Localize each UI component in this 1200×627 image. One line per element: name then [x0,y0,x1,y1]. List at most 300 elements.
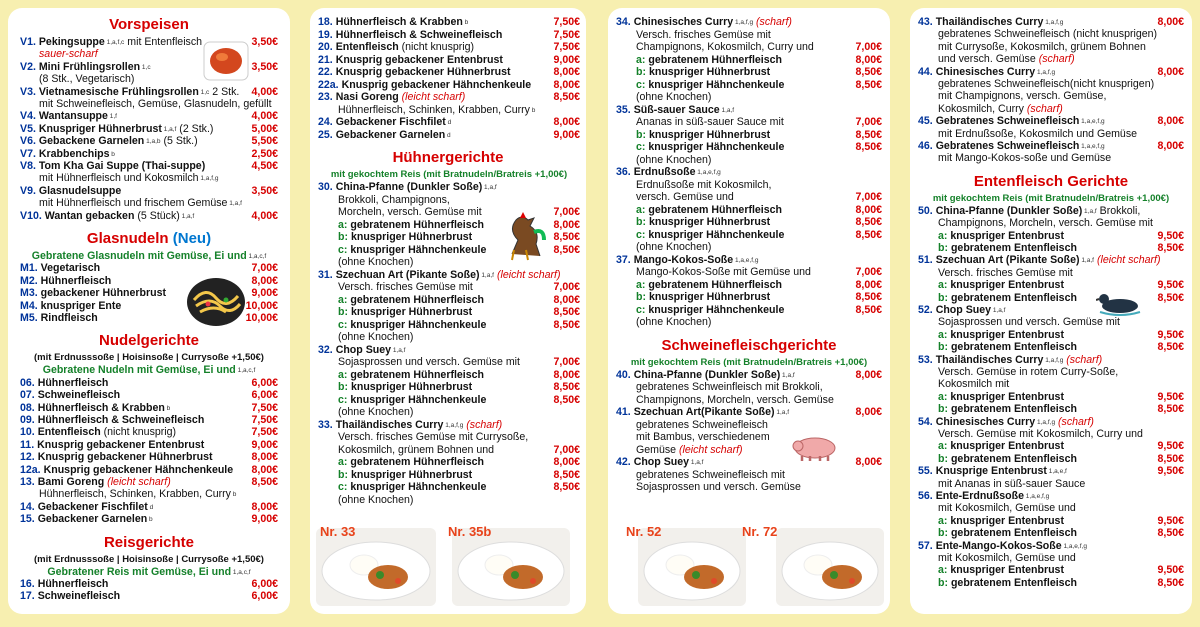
menu-line-text [20,210,194,224]
item-name: Süß-sauer Sauce [633,103,720,116]
price: 9,50€ [1157,564,1184,577]
item-number: 10. [20,426,35,439]
photo-label: Nr. 52 [626,524,662,539]
item-description: gebratenes Schweinefleisch mit [636,468,785,481]
menu-line-text [938,103,1063,116]
item-number: V10. [20,209,42,222]
item-name: Mango-Kokos-Soße [633,253,734,266]
option-letter: a: [636,203,646,216]
item-description: Hühnerfleisch, Schinken, Krabben, Curry [39,488,231,501]
item-name: Thailändisches Curry [935,353,1044,366]
section-heading-text: Reisgerichte [103,533,195,551]
price: 7,00€ [855,266,882,278]
menu-line-text [938,292,1077,305]
price: 8,00€ [251,274,278,287]
item-number: 51. [918,254,933,267]
item-description: Hühnerfleisch, Schinken, Krabben, Curry [338,103,530,116]
item-description: (ohne Knochen) [636,91,712,103]
item-description: Morcheln, versch. Gemüse mit [338,206,482,218]
item-number: 52. [918,304,933,316]
item-name: Ente-Mango-Kokos-Soße [935,539,1062,552]
menu-line-text [318,91,465,104]
section-subheading: Gebratene Glasnudeln mit Gemüse, Ei und [31,250,247,262]
item-number: 42. [616,456,631,468]
menu-line-text [20,476,171,489]
pig-icon [790,432,840,462]
menu-line-text [338,206,482,219]
menu-line-text [636,79,784,92]
item-number: 24. [318,116,333,128]
option-name: gebratenem Entenfleisch [950,242,1077,254]
price: 8,50€ [855,78,882,91]
menu-line-text [338,256,413,269]
allergen-code: 1,a,c,f [231,568,251,576]
item-name: Hühnerfleisch [40,274,112,287]
item-description: Champignons, Morcheln, versch. Gemüse mit [938,217,1153,230]
plate-photo [452,528,570,606]
allergen-code: 1,a,e,f [1046,468,1067,476]
item-note: 2 Stk. [212,85,240,98]
item-description: mit Bambus, verschiedenem [636,431,770,443]
menu-column-2 [310,8,586,614]
option-name: knuspriger Entenbrust [950,390,1064,403]
item-number: 16. [20,578,35,590]
price: 5,00€ [251,122,278,135]
plate-photo [638,528,746,606]
item-number: M2. [20,274,38,287]
menu-line-text [636,66,770,79]
allergen-code: 1,a,f,g [198,175,219,183]
price: 8,00€ [855,203,882,216]
menu-line-text [938,428,1143,441]
item-number: 43. [918,16,933,28]
item-number: 18. [318,16,333,28]
item-number: 14. [20,500,35,513]
option-name: gebratenem Entenfleisch [950,576,1077,589]
menu-line-text [938,267,1073,280]
item-number: 12a. [20,463,41,476]
menu-line-text [338,331,413,344]
option-name: gebratenem Hühnerfleisch [350,456,485,468]
item-name: Knusprig gebackener Entenbrust [335,53,503,66]
menu-line-text [938,552,1076,565]
section-subheading: mit gekochtem Reis (mit Bratnudeln/Bratreis +1,00€) [630,356,868,368]
item-description: Kokosmilch mit [938,378,1010,391]
item-note: (5 Stk.) [163,135,198,148]
section-heading-text: Nudelgerichte [98,332,200,350]
section-heading-text: Hühnergerichte [392,149,504,166]
allergen-code: b [230,491,237,499]
menu-line-text [636,481,801,494]
item-note: mit Entenfleisch [127,36,203,48]
option-letter: c: [636,303,646,316]
allergen-code: 1,a,f,g [733,19,754,26]
item-name: Rindfleisch [40,312,98,324]
item-description: (ohne Knochen) [636,153,712,166]
menu-line-text [338,381,472,394]
section-subheading: (mit Erdnusssoße | Hoisinsoße | Currysoße +1,50€) [34,553,264,565]
menu-line-text [338,219,484,232]
item-number: 53. [918,353,933,366]
option-letter: a: [338,456,348,468]
allergen-code: 1,a,f,g [443,421,464,429]
rooster-icon [500,210,546,262]
item-description: Versch. frisches Gemüse mit [938,266,1073,279]
price: 2,50€ [251,147,278,160]
item-name: Thailändisches Curry [935,16,1044,28]
menu-line-text [938,279,1064,292]
menu-line-text [318,129,451,143]
item-number: 35. [616,103,631,116]
item-description: mit Kokosmilch, Gemüse und [938,502,1076,515]
price: 7,00€ [251,262,278,275]
price: 4,00€ [251,209,278,222]
menu-line-text [318,54,503,67]
option-name: knuspriger Hühnerbrust [350,381,473,393]
option-name: knuspriger Hähnchenkeule [648,303,785,316]
item-name: Wantan gebacken [44,209,135,222]
price: 10,00€ [245,299,278,312]
price: 8,50€ [1157,291,1184,304]
item-description: und versch. Gemüse [938,53,1036,66]
option-name: gebratenem Hühnerfleisch [350,218,485,231]
item-number: 22. [318,66,333,78]
item-number: 19. [318,28,333,41]
item-number: 21. [318,53,333,66]
new-badge: (Neu) [172,230,212,247]
option-name: knuspriger Entenbrust [950,279,1064,292]
menu-line-text [636,304,784,317]
menu-line-text [20,590,120,603]
allergen-code: 1,a,e,f,g [1079,118,1105,126]
spicy-note: sauer-scharf [39,48,98,61]
menu-line-text [636,129,770,142]
item-number: 23. [318,91,333,103]
menu-line-text [39,98,272,111]
item-number: M3. [20,287,38,300]
option-name: knuspriger Hähnchenkeule [350,243,487,256]
option-letter: b: [338,231,348,243]
section-heading-text: Schweinefleischgerichte [661,336,837,354]
menu-line-text [318,29,502,42]
item-description: gebratenes Schweinefleisch(nicht knusprigen) [938,78,1155,90]
allergen-code: 1,a,f [780,371,795,379]
glass-noodles-dish-icon [186,276,246,328]
item-name: knuspriger Ente [40,299,122,312]
item-name: Hühnerfleisch & Krabben [37,401,165,414]
item-number: 37. [616,253,631,266]
option-letter: b: [338,381,348,393]
allergen-code: d [147,503,154,511]
menu-line-text [636,204,782,217]
item-name: Schweinefleisch [37,389,121,402]
item-description: mit Schweinefleisch, Gemüse, Glasnudeln, gefüllt [39,98,272,110]
menu-line-text [636,316,711,329]
menu-line-text [636,381,823,394]
menu-line-text [20,578,108,591]
item-note: (2 Stk.) [179,122,214,135]
menu-line-text [938,128,1137,141]
option-letter: a: [938,564,948,577]
item-number: 32. [318,343,333,356]
item-name: Gebackener Fischfilet [37,500,148,513]
menu-line-text [636,266,811,279]
option-letter: c: [636,228,646,241]
allergen-code: 1,a,f [179,212,195,220]
menu-line-text [636,279,782,292]
item-name: Gebackener Garnelen [335,128,446,141]
price: 9,50€ [1157,440,1184,453]
item-name: Hühnerfleisch [37,376,109,389]
menu-line-text [938,341,1077,354]
option-letter: a: [938,440,948,453]
price: 5,50€ [251,135,278,148]
menu-line-text [938,329,1064,342]
menu-line-text [938,316,1120,329]
item-name: Gebratenes Schweinefleisch [935,115,1080,128]
item-name: Erdnußsoße [633,166,696,178]
menu-line-text [338,319,486,332]
allergen-code: 1,a,f,g [1035,418,1056,426]
sauce-bowl-icon [202,38,250,82]
menu-line-text [938,577,1077,590]
allergen-code: 1,a,b [144,138,161,146]
item-number: 56. [918,490,933,502]
item-number: 57. [918,539,933,552]
allergen-code: b [147,516,153,524]
item-description: Sojasprossen und versch. Gemüse [636,481,801,493]
price: 9,00€ [553,128,580,141]
menu-line-text [636,431,770,444]
item-description: (ohne Knochen) [338,331,414,343]
menu-line-text [20,451,213,464]
menu-line-text [636,419,768,432]
item-description: Sojasprossen und versch. Gemüse mit [938,316,1120,329]
menu-line-text [636,154,711,167]
menu-line-text [636,29,771,42]
price: 9,50€ [1157,229,1184,242]
option-name: knuspriger Hähnchenkeule [350,481,487,493]
allergen-code: b [462,19,469,26]
item-description: mit Erdnußsoße, Kokosmilch und Gemüse [938,127,1138,140]
price: 8,00€ [553,78,580,91]
item-name: Glasnudelsuppe [38,184,122,197]
menu-line-text [636,179,771,192]
price: 7,00€ [553,206,580,218]
menu-line-text [20,464,233,477]
item-description: Champignons, Kokosmilch, Curry und [636,41,814,53]
allergen-code: 1,a,c,f [235,367,256,375]
item-description: Erdnußsoße mit Kokosmilch, [636,178,772,191]
menu-line-text [318,41,474,54]
menu-line-text [938,515,1064,528]
item-description: Kokosmilch, grünem Bohnen und [338,443,495,456]
menu-line-text [636,241,711,254]
item-number: 54. [918,415,933,428]
price: 8,00€ [553,368,580,381]
item-description: Ananas in süß-sauer Sauce mit [636,116,784,128]
option-letter: b: [938,403,948,416]
allergen-code: 1,f [107,113,117,121]
item-description: Kokosmilch, Curry [938,102,1024,115]
option-letter: b: [938,291,948,304]
item-name: Schweinefleisch [37,590,121,603]
plate-photo [316,528,436,606]
photo-label: Nr. 33 [320,524,356,539]
spicy-note: (scharf) [1038,53,1075,66]
price: 8,00€ [1157,16,1184,28]
option-name: gebratenem Hühnerfleisch [648,278,783,291]
allergen-code: 1,a,f,g [1043,356,1064,364]
option-letter: b: [636,291,646,303]
item-number: M1. [20,262,38,275]
item-name: Chinesisches Curry [633,16,734,28]
section-subheading: Gebratene Nudeln mit Gemüse, Ei und [42,364,236,377]
price: 7,00€ [855,41,882,53]
menu-line-text [938,78,1154,91]
item-number: 11. [20,438,35,451]
option-letter: b: [338,468,348,481]
item-note: Brokkoli, [1099,204,1141,217]
item-description: (ohne Knochen) [338,406,414,418]
item-number: V7. [20,147,36,160]
price: 7,00€ [855,116,882,128]
menu-line-text [338,481,486,494]
item-name: Szechuan Art (Pikante Soße) [935,254,1080,267]
spicy-note: (leicht scharf) [496,268,561,281]
option-letter: b: [636,128,646,141]
spicy-note: (scharf) [1066,353,1103,366]
menu-line-text [938,527,1077,540]
price: 3,50€ [251,36,278,48]
menu-line-text [636,444,743,457]
menu-line-text [636,116,784,129]
allergen-code: 1,a,f [1082,207,1097,215]
allergen-code: 1,a,f [391,346,406,354]
item-number: M5. [20,312,38,324]
item-name: Knusprige Entenbrust [935,465,1047,478]
item-description: mit Hühnerfleisch und frischem Gemüse [39,197,228,210]
option-name: knuspriger Entenbrust [950,229,1064,242]
price: 7,50€ [553,41,580,53]
item-description: (8 Stk., Vegetarisch) [39,73,135,86]
item-number: 40. [616,368,631,381]
option-name: knuspriger Hühnerbrust [350,306,473,318]
option-name: knuspriger Hühnerbrust [648,216,771,228]
menu-line-text [20,389,120,402]
option-name: gebratenem Hühnerfleisch [648,203,783,216]
price: 9,00€ [251,513,278,526]
allergen-code: 1,a,f,g [1035,68,1056,76]
option-letter: b: [938,452,948,465]
section-heading [8,16,290,34]
price: 8,50€ [1157,576,1184,589]
item-name: Gebratenes Schweinefleisch [935,140,1080,152]
plate-photo [776,528,884,606]
section-subheading: Gebratener Reis mit Gemüse, Ei und [47,565,232,578]
item-name: Szechuan Art (Pikante Soße) [335,268,480,281]
section-heading [310,149,586,167]
menu-line-text [20,513,153,527]
section-subheading: (mit Erdnusssoße | Hoisinsoße | Currysoße +1,50€) [34,352,264,364]
item-description: mit Ananas in süß-sauer Sauce [938,477,1086,490]
item-description: gebratenes Schweinefleisch [636,418,768,431]
price: 8,50€ [855,228,882,241]
price: 8,00€ [855,456,882,468]
price: 7,50€ [553,28,580,41]
item-number: 55. [918,465,933,478]
allergen-code: 1,a,f [1079,257,1094,265]
option-letter: a: [938,514,948,527]
item-note: (5 Stück) [137,209,180,222]
item-name: Hühnerfleisch [37,578,109,590]
price: 8,50€ [1157,242,1184,254]
menu-line-text [338,406,413,419]
spicy-note: (scharf) [1058,415,1094,428]
item-name: Chop Suey [935,304,992,316]
item-number: V4. [20,110,36,123]
item-number: 34. [616,16,631,28]
menu-line-text [318,79,531,92]
menu-line-text [20,262,100,275]
spicy-note: (leicht scharf) [1096,254,1161,267]
item-description: mit Champignons, versch. Gemüse, [938,90,1107,103]
price: 3,50€ [251,184,278,197]
menu-line-text [938,440,1064,453]
menu-line-text [338,356,520,369]
item-name: Chop Suey [633,456,690,468]
menu-line-text [938,242,1077,255]
menu-column-1 [8,8,290,614]
menu-line-text [318,66,511,79]
price: 8,00€ [553,218,580,231]
allergen-code: 1,a,e,f,g [1023,493,1050,500]
menu-line-text [20,287,166,300]
allergen-code: 1,a,e,f,g [1061,542,1087,550]
price: 8,00€ [251,500,278,513]
allergen-code: 1,a,f [161,125,177,133]
spicy-note: (leicht scharf) [401,91,466,103]
item-number: V6. [20,135,36,148]
item-number: V5. [20,122,36,135]
item-number: 25. [318,128,333,141]
item-number: 08. [20,401,35,414]
option-letter: a: [938,390,948,403]
price: 8,50€ [1157,452,1184,465]
menu-line-text [938,403,1077,416]
section-heading [8,230,290,248]
item-number: 13. [20,476,35,488]
price: 4,00€ [251,110,278,123]
item-description: Versch. frisches Gemüse mit [338,281,473,293]
item-name: Knusprig gebackener Hähnchenkeule [341,78,532,91]
price: 8,00€ [855,278,882,291]
section-heading [910,173,1192,191]
option-name: knuspriger Entenbrust [950,514,1064,527]
item-description: (ohne Knochen) [636,316,712,328]
price: 9,50€ [1157,390,1184,403]
price: 6,00€ [251,590,278,603]
price: 6,00€ [251,376,278,389]
option-name: knuspriger Entenbrust [950,440,1064,453]
menu-line-text [938,564,1064,577]
option-letter: c: [338,243,348,256]
item-note: (nicht knusprig) [103,426,177,439]
option-letter: a: [338,293,348,306]
price: 8,50€ [553,91,580,103]
price: 8,00€ [553,293,580,306]
menu-line-text [938,366,1118,379]
